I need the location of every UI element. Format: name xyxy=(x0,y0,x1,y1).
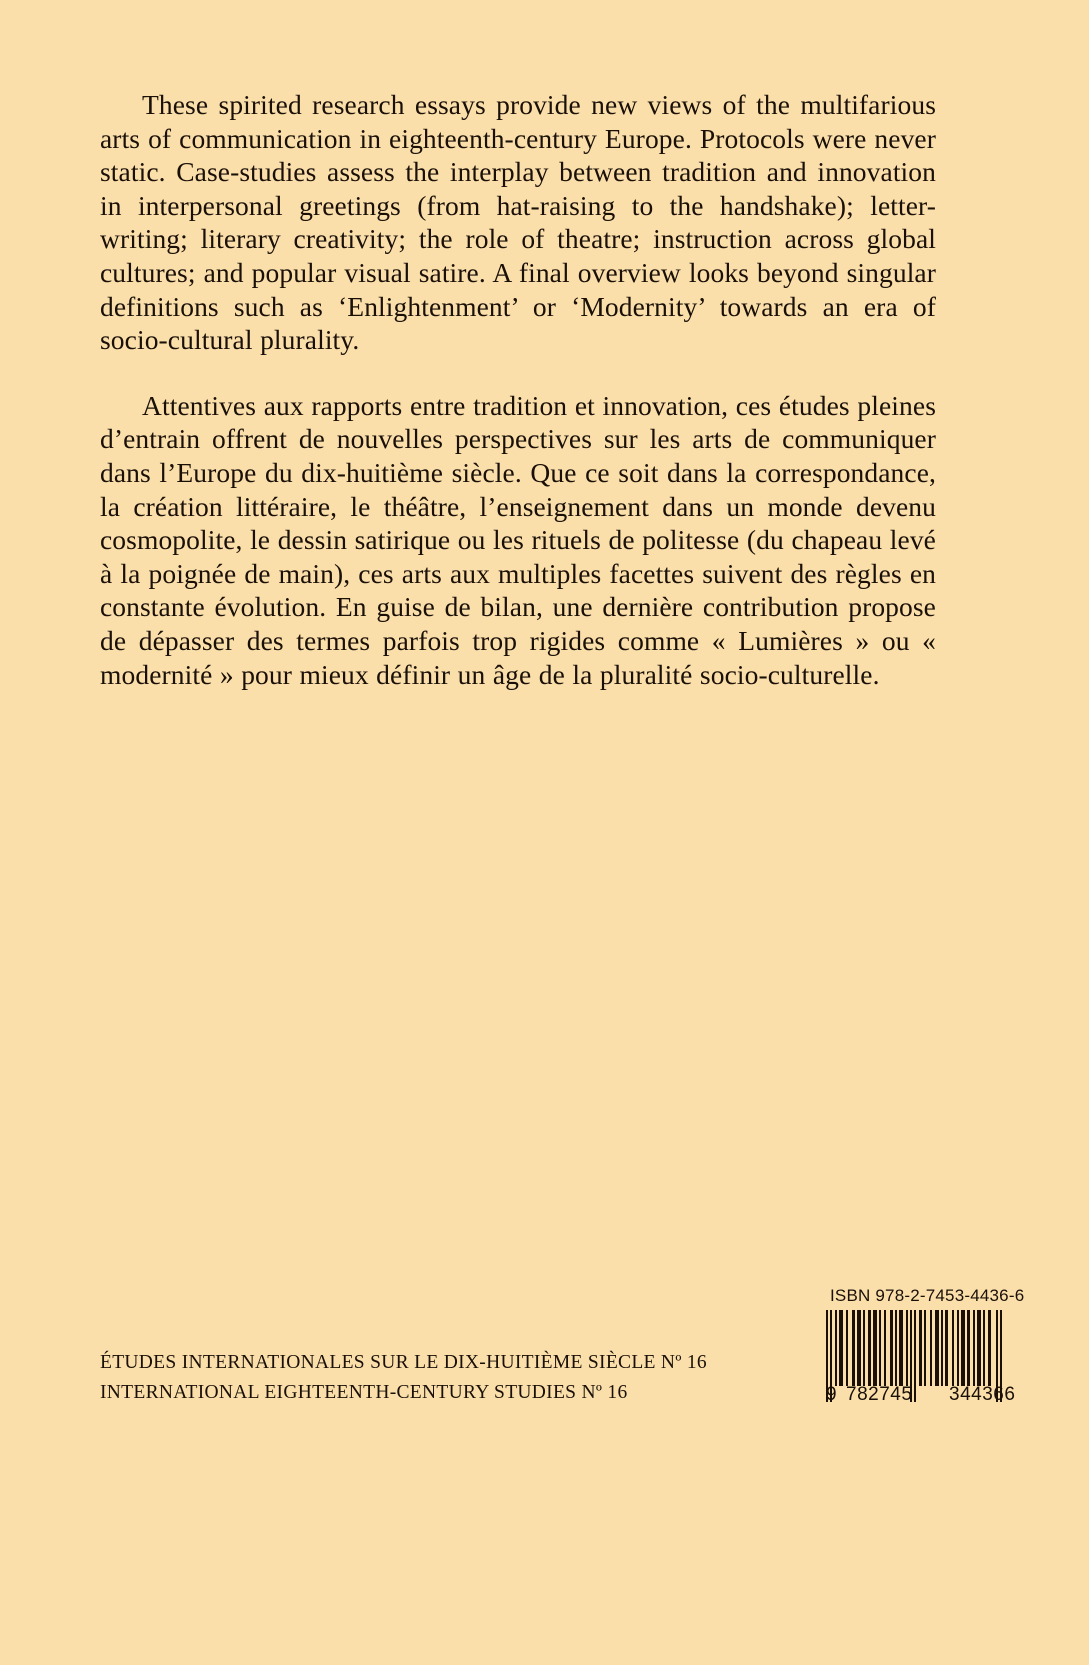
blurb-block xyxy=(100,88,936,715)
blurb-paragraph-english: These spirited research essays provide new views of the multifarious arts of communication in eighteenth-century Europe. Protocols were never static. Case-studies assess the interplay between tradition and innovation in interpersonal greetings (from hat-raising to the handshake); letter-writing; literary creativity; the role of theatre; instruction across global cultures; and popular visual satire. A final overview looks beyond singular definitions such as ‘Enlightenment’ or ‘Modernity’ towards an era of socio-cultural plurality. xyxy=(100,89,936,356)
barcode-right-digits: 344366 xyxy=(949,1384,1016,1405)
isbn-label: ISBN 978-2-7453-4436-6 xyxy=(830,1286,1025,1305)
series-line-french: ÉTUDES INTERNATIONALES SUR LE DIX-HUITIÈME SIÈCLE Nº 16 xyxy=(100,1352,707,1373)
isbn-block xyxy=(826,1286,1041,1405)
barcode-mid-digits: 782745 xyxy=(846,1384,913,1405)
blurb-paragraph-french: Attentives aux rapports entre tradition et innovation, ces études pleines d’entrain offrent de nouvelles perspectives sur les arts de communiquer dans l’Europe du dix-huitième siècle. Que ce soit dans la correspondance, la création littéraire, le théâtre, l’enseignement dans un monde devenu cosmopolite, le dessin satirique ou les rituels de politesse (du chapeau levé à la poignée de main), ces arts aux multiples facettes suivent des règles en constante évolution. En guise de bilan, une dernière contribution propose de dépasser des termes parfois trop rigides comme « Lumières » ou « modernité » pour mieux définir un âge de la pluralité socio-culturelle. xyxy=(100,389,936,690)
barcode xyxy=(826,1310,1037,1405)
series-line-english: INTERNATIONAL EIGHTEENTH-CENTURY STUDIES Nº 16 xyxy=(100,1382,628,1403)
barcode-left-digit: 9 xyxy=(826,1384,838,1405)
barcode-bars xyxy=(826,1310,1037,1386)
series-info xyxy=(100,1348,720,1408)
barcode-digits xyxy=(826,1384,1037,1404)
